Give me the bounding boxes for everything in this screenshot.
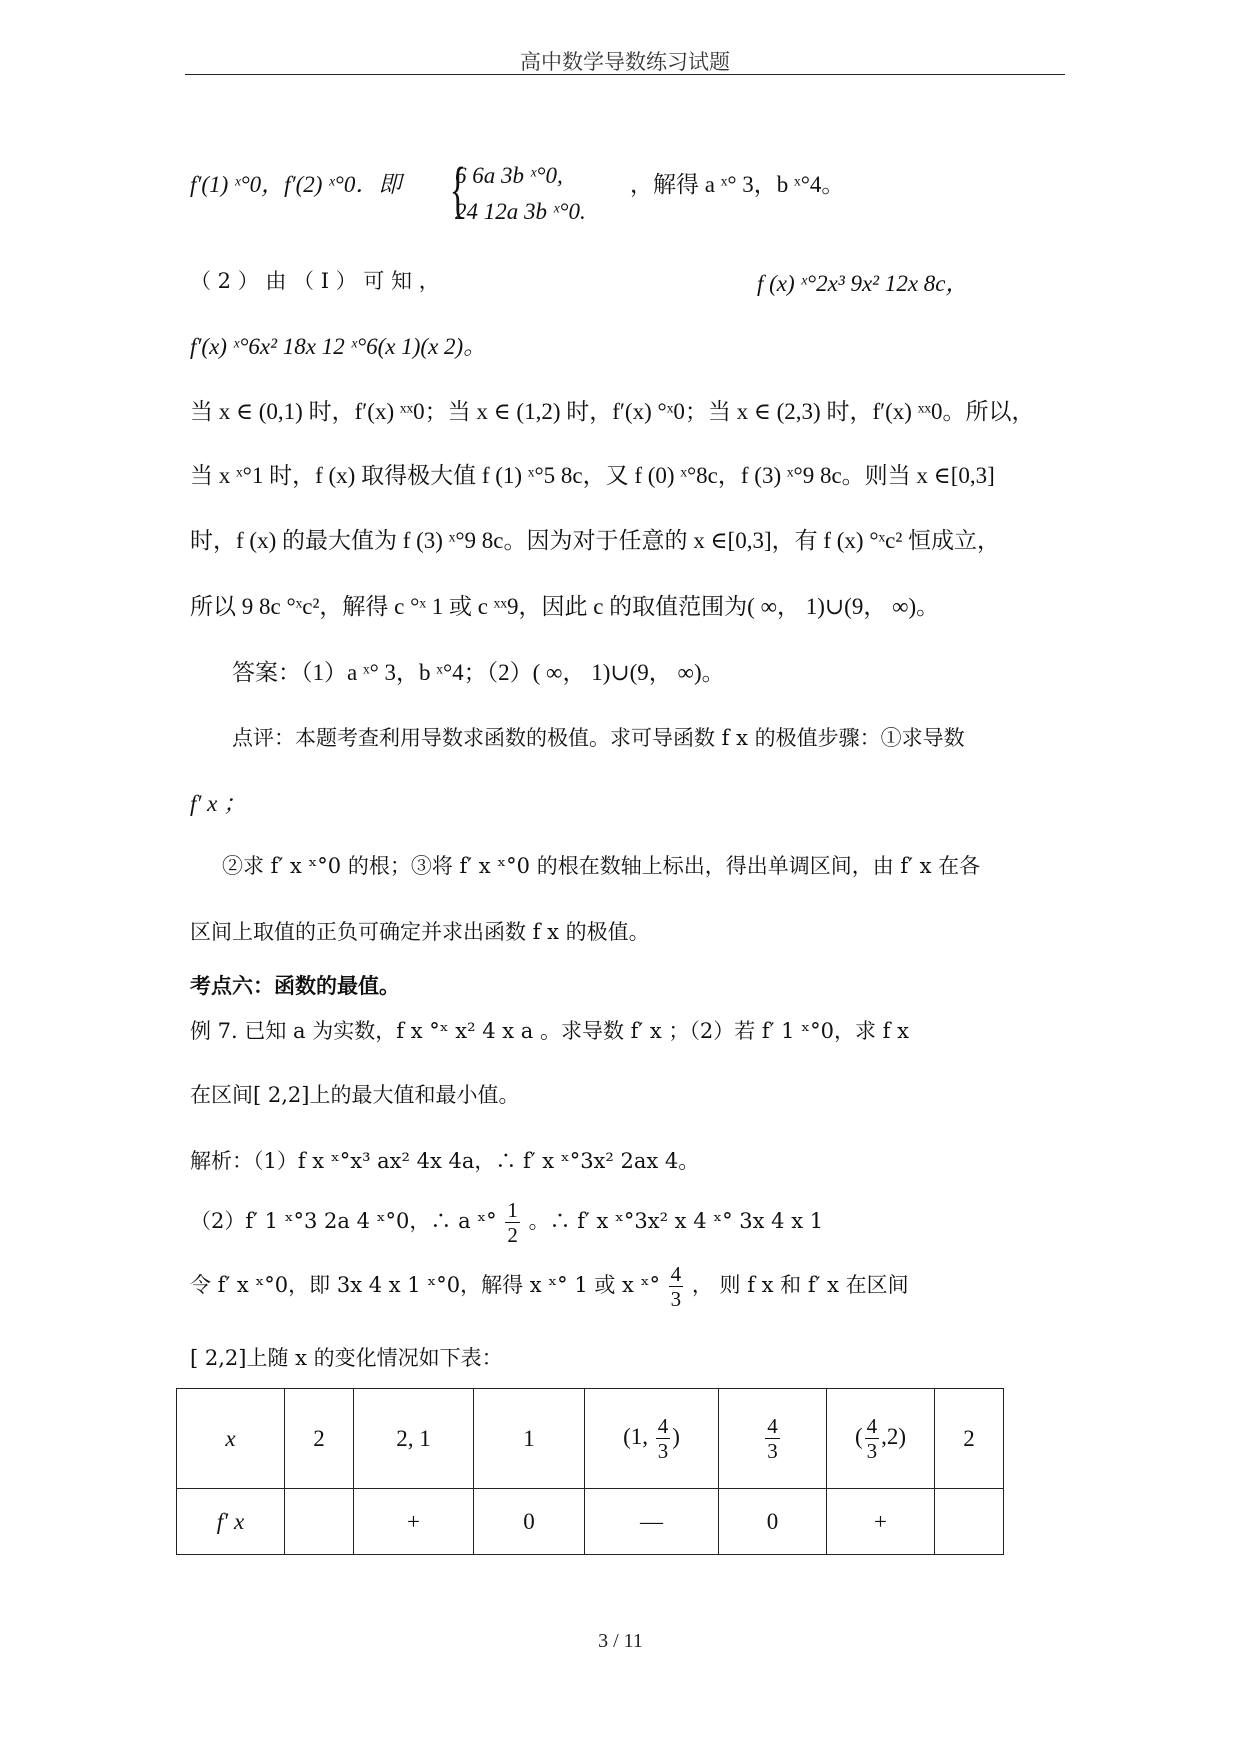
solution-line-3 xyxy=(190,1262,909,1311)
text-line-4: 当 x ∈ (0,1) 时，f′(x) ˣˣ0；当 x ∈ (1,2) 时，f′(x) °ˣ0；当 x ∈ (2,3) 时，f′(x) ˣˣ0。所以， xyxy=(190,399,1035,424)
fraction-x xyxy=(669,1262,684,1311)
section-heading: 考点六：函数的最值。 xyxy=(190,973,400,998)
cell-x-5-den: 3 xyxy=(767,1439,778,1463)
eq-line-1b: ，解得 a ˣ° 3，b ˣ°4。 xyxy=(630,172,845,197)
cell-fp-7 xyxy=(935,1489,1004,1555)
example-7-line-2: 在区间[ 2,2]上的最大值和最小值。 xyxy=(190,1083,520,1107)
comment-line-1: 点评：本题考查利用导数求函数的极值。求可导函数 f x 的极值步骤：①求导数 xyxy=(232,726,965,750)
page-header: 高中数学导数练习试题 xyxy=(520,50,730,74)
fraction-x-numerator: 4 xyxy=(670,1262,682,1286)
fraction-a xyxy=(505,1198,520,1247)
cell-fp-6: + xyxy=(827,1489,935,1555)
comment-line-4: 区间上取值的正负可确定并求出函数 f x 的极值。 xyxy=(190,920,650,944)
solution-line-2 xyxy=(190,1198,823,1247)
cell-x-4-frac xyxy=(656,1414,671,1463)
system-row-2: 24 12a 3b ˣ°0. xyxy=(455,199,586,224)
solution-line-3a: 令 f′ x ˣ°0，即 3x 4 x 1 ˣ°0，解得 x ˣ° 1 或 x ˣ° xyxy=(190,1273,660,1297)
cell-x-5-num: 4 xyxy=(767,1414,778,1438)
solution-line-2a: （2）f′ 1 ˣ°3 2a 4 ˣ°0，∴ a ˣ° xyxy=(190,1209,497,1233)
cell-x-7: 2 xyxy=(935,1389,1004,1489)
cell-x-6: ( $\frac{4}{3}$ ,2) xyxy=(827,1389,935,1489)
cell-x-4-num: 4 xyxy=(657,1414,669,1438)
cell-x-1: 2 xyxy=(285,1389,354,1489)
equation-system xyxy=(449,156,586,235)
answer-line: 答案：（1）a ˣ° 3，b ˣ°4；（2）( ∞， 1)∪(9， ∞)。 xyxy=(232,660,725,685)
eq-line-2b: f (x) ˣ°2x³ 9x² 12x 8c， xyxy=(757,271,969,296)
page-number: 3 / 11 xyxy=(598,1630,643,1652)
solution-line-2b: 。∴ f′ x ˣ°3x² x 4 ˣ° 3x 4 x 1 xyxy=(528,1209,824,1233)
comment-line-2: f′ x ； xyxy=(190,791,247,816)
cell-x-4-den: 3 xyxy=(657,1439,669,1463)
text-line-7: 所以 9 8c °ˣc²，解得 c °ˣ 1 或 c ˣˣ9，因此 c 的取值范围为( ∞， 1)∪(9， ∞)。 xyxy=(190,594,940,619)
system-row-1: 6 6a 3b ˣ°0, xyxy=(455,163,563,188)
fraction-a-numerator: 1 xyxy=(507,1198,518,1222)
cell-fp-header: f′ x xyxy=(177,1489,285,1555)
header-rule xyxy=(185,74,1065,75)
eq-line-1a: f′(1) ˣ°0，f′(2) ˣ°0．即 xyxy=(190,172,402,197)
solution-line-3b: ， 则 f x 和 f′ x 在区间 xyxy=(691,1273,909,1297)
cell-x-5-frac xyxy=(765,1414,780,1463)
variation-table xyxy=(176,1388,1004,1555)
cell-fp-3: 0 xyxy=(474,1489,585,1555)
cell-x-2: 2, 1 xyxy=(354,1389,474,1489)
example-7-line-1: 例 7. 已知 a 为实数，f x °ˣ x² 4 x a 。求导数 f′ x ；（2）若 f′ 1 ˣ°0，求 f x xyxy=(190,1019,909,1043)
table-row-fprime xyxy=(177,1489,1004,1555)
cell-x-4-text: 1, xyxy=(630,1423,648,1449)
cell-fp-4: — xyxy=(585,1489,719,1555)
cell-fp-5: 0 xyxy=(719,1489,827,1555)
cell-x-6-den: 3 xyxy=(866,1439,878,1463)
fraction-x-denominator: 3 xyxy=(670,1287,682,1311)
table-row-x xyxy=(177,1389,1004,1489)
cell-fp-2: + xyxy=(354,1489,474,1555)
cell-x-6-num: 4 xyxy=(866,1414,878,1438)
eq-line-3: f′(x) ˣ°6x² 18x 12 ˣ°6(x 1)(x 2)。 xyxy=(190,334,487,359)
cell-fp-1 xyxy=(285,1489,354,1555)
comment-line-3: ②求 f′ x ˣ°0 的根；③将 f′ x ˣ°0 的根在数轴上标出，得出单调区间，由 f′ x 在各 xyxy=(222,854,981,878)
fraction-a-denominator: 2 xyxy=(507,1223,518,1247)
solution-line-1: 解析：（1）f x ˣ°x³ ax² 4x 4a，∴ f′ x ˣ°3x² 2ax 4。 xyxy=(190,1149,700,1173)
cell-x-5 xyxy=(719,1389,827,1489)
cell-x-6-frac xyxy=(865,1414,880,1463)
left-brace: { xyxy=(449,156,467,224)
cell-x-3: 1 xyxy=(474,1389,585,1489)
table-intro: [ 2,2]上随 x 的变化情况如下表： xyxy=(190,1346,503,1370)
text-line-2a: （ 2 ） 由 （ Ⅰ ） 可 知 ， xyxy=(190,269,440,293)
cell-x-4: (1, $\frac{4}{3}$ ) xyxy=(585,1389,719,1489)
cell-x-header: x xyxy=(177,1389,285,1489)
text-line-6: 时，f (x) 的最大值为 f (3) ˣ°9 8c。因为对于任意的 x ∈[0,3]，有 f (x) °ˣc² 恒成立， xyxy=(190,528,1001,553)
text-line-5: 当 x ˣ°1 时，f (x) 取得极大值 f (1) ˣ°5 8c，又 f (0) ˣ°8c，f (3) ˣ°9 8c。则当 x ∈[0,3] xyxy=(190,463,995,488)
